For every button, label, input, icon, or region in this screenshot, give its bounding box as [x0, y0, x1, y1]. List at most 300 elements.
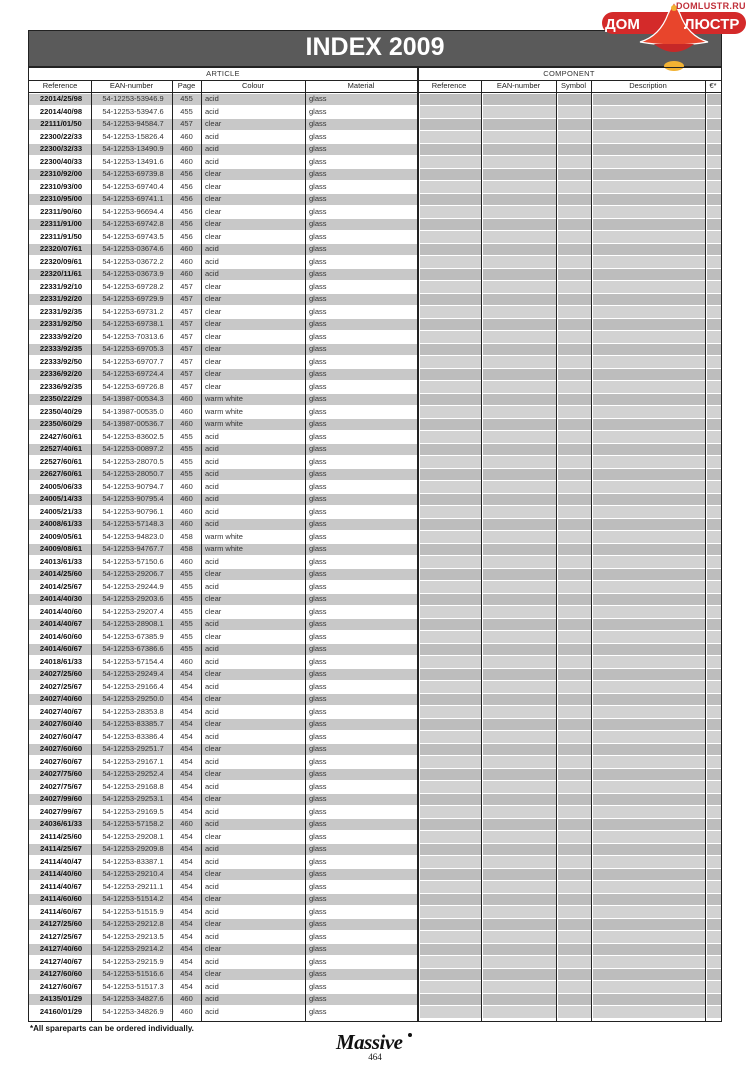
row-colour: clear: [205, 219, 222, 228]
row-reference: 24127/40/67: [39, 956, 83, 966]
row-colour: acid: [205, 144, 219, 153]
row-ean: 54-12253-94823.0: [102, 531, 164, 541]
row-reference: 24027/60/60: [39, 744, 83, 753]
row-ean: 54-12253-57148.3: [102, 519, 164, 528]
row-ean: 54-12253-70313.6: [102, 331, 164, 341]
row-material: glass: [309, 106, 327, 116]
row-reference: 22527/60/61: [39, 456, 83, 466]
row-material: glass: [309, 381, 327, 391]
row-material: glass: [309, 131, 327, 141]
row-colour: acid: [205, 931, 219, 941]
row-page: 454: [180, 756, 193, 766]
index-table: [28, 67, 722, 1022]
table-row: [29, 768, 721, 781]
row-page: 460: [180, 269, 193, 278]
row-colour: acid: [205, 756, 219, 766]
row-ean: 54-12253-51514.2: [102, 894, 164, 903]
row-page: 460: [180, 819, 193, 828]
row-ean: 54-12253-90794.7: [102, 481, 164, 491]
row-ean: 54-12253-29206.7: [102, 569, 164, 578]
row-material: glass: [309, 431, 327, 441]
row-colour: acid: [205, 819, 219, 828]
row-ean: 54-12253-29214.2: [102, 944, 164, 953]
row-material: glass: [309, 644, 327, 653]
row-page: 458: [180, 531, 193, 541]
row-material: glass: [309, 944, 327, 953]
row-page: 454: [180, 694, 193, 703]
row-reference: 24027/40/67: [39, 706, 83, 716]
row-page: 455: [180, 569, 193, 578]
row-reference: 24027/60/67: [39, 756, 83, 766]
table-row: [29, 656, 721, 669]
row-page: 457: [180, 369, 193, 378]
row-page: 460: [180, 419, 193, 428]
row-reference: 22320/11/61: [40, 269, 82, 278]
row-reference: 22333/92/35: [39, 344, 83, 353]
row-reference: 24127/25/60: [39, 919, 83, 928]
row-material: glass: [309, 156, 327, 166]
row-material: glass: [309, 294, 327, 303]
row-material: glass: [309, 694, 327, 703]
row-ean: 54-12253-29244.9: [102, 581, 164, 591]
row-page: 456: [180, 231, 193, 241]
row-material: glass: [309, 581, 327, 591]
row-ean: 54-12253-83386.4: [102, 731, 164, 741]
row-colour: clear: [205, 744, 222, 753]
row-page: 455: [180, 594, 193, 603]
row-page: 460: [180, 556, 193, 566]
table-row: [29, 131, 721, 144]
row-material: glass: [309, 806, 327, 816]
logo-word-lustr: ЛЮСТР: [684, 16, 740, 33]
row-colour: acid: [205, 781, 219, 791]
row-material: glass: [309, 956, 327, 966]
row-ean: 54-12253-69724.4: [102, 369, 164, 378]
row-page: 460: [180, 656, 193, 666]
row-colour: clear: [205, 831, 222, 841]
row-material: glass: [309, 544, 327, 553]
table-row: [29, 881, 721, 894]
table-row: [29, 968, 721, 981]
table-row: [29, 231, 721, 244]
table-row: [29, 618, 721, 631]
row-ean: 54-12253-69705.3: [102, 344, 164, 353]
row-reference: 22311/91/00: [40, 219, 82, 228]
row-material: glass: [309, 894, 327, 903]
table-row: [29, 156, 721, 169]
row-material: glass: [309, 531, 327, 541]
table-row: [29, 943, 721, 956]
table-row: [29, 631, 721, 644]
row-reference: 24114/25/67: [40, 844, 82, 853]
col-material: Material: [347, 81, 375, 90]
row-colour: acid: [205, 431, 219, 441]
row-reference: 24027/25/67: [39, 681, 83, 691]
table-row: [29, 918, 721, 931]
row-material: glass: [309, 844, 327, 853]
row-colour: acid: [205, 481, 219, 491]
logo-url: DOMLUSTR.RU: [676, 1, 746, 11]
table-row: [29, 293, 721, 306]
row-reference: 24027/60/40: [39, 719, 83, 728]
table-row: [29, 256, 721, 269]
row-colour: clear: [205, 969, 222, 978]
row-page: 454: [180, 919, 193, 928]
row-page: 458: [180, 544, 193, 553]
row-colour: acid: [205, 981, 219, 991]
row-page: 454: [180, 856, 193, 866]
row-material: glass: [309, 256, 327, 266]
row-ean: 54-12253-67386.6: [102, 644, 164, 653]
row-ean: 54-12253-69743.5: [102, 231, 164, 241]
row-reference: 24009/05/61: [39, 531, 83, 541]
row-material: glass: [309, 781, 327, 791]
row-page: 460: [180, 494, 193, 503]
row-ean: 54-12253-03674.6: [102, 244, 164, 253]
row-material: glass: [309, 169, 327, 178]
row-material: glass: [309, 356, 327, 366]
row-reference: 24114/40/67: [40, 881, 82, 891]
row-ean: 54-12253-29210.4: [102, 869, 164, 878]
table-row: [29, 368, 721, 381]
row-page: 455: [180, 456, 193, 466]
table-row: [29, 306, 721, 319]
table-row: [29, 356, 721, 369]
table-row: [29, 531, 721, 544]
row-colour: clear: [205, 169, 222, 178]
row-colour: clear: [205, 119, 222, 128]
row-material: glass: [309, 94, 327, 103]
row-colour: acid: [205, 494, 219, 503]
table-row: [29, 268, 721, 281]
row-ean: 54-12253-69707.7: [102, 356, 164, 366]
row-colour: acid: [205, 506, 219, 516]
table-row: [29, 468, 721, 481]
table-row: [29, 893, 721, 906]
table-row: [29, 593, 721, 606]
row-ean: 54-12253-03673.9: [102, 269, 164, 278]
table-row: [29, 543, 721, 556]
row-ean: 54-12253-29211.1: [102, 881, 164, 891]
row-ean: 54-12253-69726.8: [102, 381, 164, 391]
table-row: [29, 818, 721, 831]
row-ean: 54-12253-69739.8: [102, 169, 164, 178]
row-page: 454: [180, 944, 193, 953]
row-colour: clear: [205, 919, 222, 928]
row-ean: 54-12253-13491.6: [102, 156, 164, 166]
row-colour: acid: [205, 881, 219, 891]
row-colour: clear: [205, 569, 222, 578]
row-ean: 54-12253-28070.5: [102, 456, 164, 466]
row-ean: 54-12253-53947.6: [102, 106, 164, 116]
row-material: glass: [309, 181, 327, 191]
row-reference: 24014/25/67: [39, 581, 83, 591]
row-material: glass: [309, 481, 327, 491]
row-material: glass: [309, 744, 327, 753]
table-row: [29, 393, 721, 406]
row-material: glass: [309, 394, 327, 403]
row-ean: 54-12253-29250.0: [102, 694, 164, 703]
row-page: 454: [180, 781, 193, 791]
table-row: [29, 206, 721, 219]
row-colour: acid: [205, 644, 219, 653]
row-colour: clear: [205, 631, 222, 641]
row-reference: 24014/40/30: [39, 594, 83, 603]
row-material: glass: [309, 119, 327, 128]
row-ean: 54-13987-00534.3: [102, 394, 164, 403]
row-colour: clear: [205, 869, 222, 878]
table-row: [29, 431, 721, 444]
row-material: glass: [309, 819, 327, 828]
row-colour: acid: [205, 269, 219, 278]
table-row: [29, 993, 721, 1006]
row-reference: 24027/99/60: [39, 794, 83, 803]
row-reference: 24008/61/33: [39, 519, 83, 528]
table-row: [29, 743, 721, 756]
row-material: glass: [309, 469, 327, 478]
table-row: [29, 606, 721, 619]
row-colour: acid: [205, 856, 219, 866]
row-colour: acid: [205, 994, 219, 1003]
table-row: [29, 106, 721, 119]
row-colour: acid: [205, 131, 219, 141]
row-reference: 22350/22/29: [39, 394, 83, 403]
row-colour: clear: [205, 294, 222, 303]
row-page: 455: [180, 606, 193, 616]
row-material: glass: [309, 344, 327, 353]
table-row: [29, 243, 721, 256]
col-ean: EAN-number: [109, 81, 154, 90]
row-page: 460: [180, 156, 193, 166]
row-material: glass: [309, 281, 327, 291]
row-page: 456: [180, 219, 193, 228]
row-colour: acid: [205, 681, 219, 691]
row-reference: 22331/92/50: [39, 319, 83, 328]
row-ean: 54-12253-69742.8: [102, 219, 164, 228]
logo-word-dom: ДОМ: [605, 16, 640, 33]
row-page: 455: [180, 444, 193, 453]
row-material: glass: [309, 231, 327, 241]
row-material: glass: [309, 706, 327, 716]
row-ean: 54-12253-13490.9: [102, 144, 164, 153]
row-material: glass: [309, 981, 327, 991]
row-material: glass: [309, 219, 327, 228]
row-material: glass: [309, 756, 327, 766]
row-ean: 54-12253-03672.2: [102, 256, 164, 266]
row-ean: 54-13987-00535.0: [102, 406, 164, 416]
row-page: 460: [180, 131, 193, 141]
table-row: [29, 506, 721, 519]
row-colour: warm white: [205, 531, 243, 541]
group-component-label: COMPONENT: [543, 69, 595, 78]
row-reference: 22310/93/00: [39, 181, 83, 191]
footnote: *All spareparts can be ordered individually.: [30, 1024, 194, 1033]
row-colour: acid: [205, 806, 219, 816]
row-colour: acid: [205, 469, 219, 478]
row-ean: 54-12253-53946.9: [102, 94, 164, 103]
row-reference: 24160/01/29: [39, 1006, 83, 1016]
table-row: [29, 668, 721, 681]
row-colour: acid: [205, 656, 219, 666]
row-page: 457: [180, 294, 193, 303]
row-ean: 54-12253-51515.9: [102, 906, 164, 916]
group-article-label: ARTICLE: [206, 69, 240, 78]
row-page: 454: [180, 731, 193, 741]
row-ean: 54-12253-29167.1: [102, 756, 164, 766]
row-ean: 54-12253-69728.2: [102, 281, 164, 291]
table-row: [29, 706, 721, 719]
row-ean: 54-12253-29251.7: [102, 744, 164, 753]
row-reference: 22014/40/98: [39, 106, 83, 116]
row-page: 455: [180, 431, 193, 441]
row-page: 454: [180, 706, 193, 716]
row-material: glass: [309, 569, 327, 578]
table-row: [29, 931, 721, 944]
row-colour: clear: [205, 319, 222, 328]
row-colour: clear: [205, 606, 222, 616]
row-ean: 54-12253-29209.8: [102, 844, 164, 853]
row-colour: acid: [205, 106, 219, 116]
row-material: glass: [309, 831, 327, 841]
row-material: glass: [309, 719, 327, 728]
row-page: 460: [180, 256, 193, 266]
row-reference: 22311/90/60: [40, 206, 82, 216]
row-material: glass: [309, 906, 327, 916]
row-ean: 54-12253-29253.1: [102, 794, 164, 803]
row-colour: clear: [205, 181, 222, 191]
row-material: glass: [309, 656, 327, 666]
row-reference: 22014/25/98: [39, 94, 83, 103]
row-page: 454: [180, 669, 193, 678]
table-body: [29, 93, 721, 1018]
row-reference: 22300/40/33: [39, 156, 83, 166]
row-colour: clear: [205, 381, 222, 391]
row-ean: 54-12253-29169.5: [102, 806, 164, 816]
row-reference: 24009/08/61: [39, 544, 83, 553]
row-colour: clear: [205, 794, 222, 803]
row-ean: 54-12253-83385.7: [102, 719, 164, 728]
row-ean: 54-12253-69731.2: [102, 306, 164, 316]
row-material: glass: [309, 331, 327, 341]
row-ean: 54-12253-90795.4: [102, 494, 164, 503]
row-ean: 54-12253-90796.1: [102, 506, 164, 516]
row-colour: acid: [205, 556, 219, 566]
row-ean: 54-12253-34826.9: [102, 1006, 164, 1016]
row-material: glass: [309, 319, 327, 328]
row-material: glass: [309, 869, 327, 878]
row-page: 454: [180, 894, 193, 903]
table-row: [29, 93, 721, 106]
table-row: [29, 318, 721, 331]
row-material: glass: [309, 494, 327, 503]
row-reference: 24005/14/33: [39, 494, 83, 503]
table-row: [29, 981, 721, 994]
table-row: [29, 843, 721, 856]
massive-brand-logo: Massive: [336, 1030, 403, 1054]
row-reference: 22331/92/10: [39, 281, 83, 291]
row-ean: 54-12253-34827.6: [102, 994, 164, 1003]
row-ean: 54-12253-69738.1: [102, 319, 164, 328]
table-row: [29, 693, 721, 706]
row-reference: 24027/75/60: [39, 769, 83, 778]
row-colour: warm white: [205, 544, 243, 553]
row-page: 454: [180, 681, 193, 691]
row-material: glass: [309, 794, 327, 803]
table-row: [29, 956, 721, 969]
page-title: INDEX 2009: [305, 33, 445, 61]
row-colour: clear: [205, 331, 222, 341]
table-row: [29, 493, 721, 506]
row-ean: 54-12253-96694.4: [102, 206, 164, 216]
row-ean: 54-12253-57150.6: [102, 556, 164, 566]
row-ean: 54-12253-28908.1: [102, 619, 164, 628]
row-colour: acid: [205, 906, 219, 916]
row-ean: 54-12253-51517.3: [102, 981, 164, 991]
table-row: [29, 793, 721, 806]
row-reference: 22300/22/33: [39, 131, 83, 141]
row-colour: acid: [205, 956, 219, 966]
row-ean: 54-12253-29166.4: [102, 681, 164, 691]
table-row: [29, 406, 721, 419]
row-page: 456: [180, 169, 193, 178]
brand-dot: [408, 1033, 412, 1037]
table-row: [29, 443, 721, 456]
row-reference: 24127/25/67: [39, 931, 83, 941]
table-row: [29, 456, 721, 469]
row-material: glass: [309, 881, 327, 891]
row-ean: 54-12253-67385.9: [102, 631, 164, 641]
row-material: glass: [309, 419, 327, 428]
row-ean: 54-12253-69741.1: [102, 194, 164, 203]
row-material: glass: [309, 406, 327, 416]
table-row: [29, 181, 721, 194]
row-ean: 54-12253-29215.9: [102, 956, 164, 966]
row-page: 457: [180, 306, 193, 316]
row-ean: 54-12253-28353.8: [102, 706, 164, 716]
table-row: [29, 331, 721, 344]
table-row: [29, 831, 721, 844]
row-material: glass: [309, 506, 327, 516]
table-row: [29, 518, 721, 531]
row-material: glass: [309, 244, 327, 253]
row-reference: 24127/60/60: [39, 969, 83, 978]
table-row: [29, 868, 721, 881]
row-material: glass: [309, 669, 327, 678]
row-reference: 24014/40/67: [39, 619, 83, 628]
row-colour: clear: [205, 306, 222, 316]
table-row: [29, 418, 721, 431]
row-colour: warm white: [205, 419, 243, 428]
row-colour: clear: [205, 594, 222, 603]
row-colour: clear: [205, 231, 222, 241]
row-page: 456: [180, 194, 193, 203]
page-number: 464: [368, 1052, 382, 1062]
row-material: glass: [309, 931, 327, 941]
row-reference: 22350/40/29: [39, 406, 83, 416]
table-row: [29, 1006, 721, 1019]
row-ean: 54-12253-29249.4: [102, 669, 164, 678]
row-reference: 22527/40/61: [39, 444, 83, 453]
row-colour: warm white: [205, 406, 243, 416]
row-page: 454: [180, 719, 193, 728]
row-material: glass: [309, 769, 327, 778]
row-material: glass: [309, 206, 327, 216]
row-material: glass: [309, 856, 327, 866]
row-ean: 54-12253-69729.9: [102, 294, 164, 303]
row-reference: 24027/99/67: [39, 806, 83, 816]
row-reference: 24127/60/67: [39, 981, 83, 991]
row-colour: acid: [205, 94, 219, 103]
